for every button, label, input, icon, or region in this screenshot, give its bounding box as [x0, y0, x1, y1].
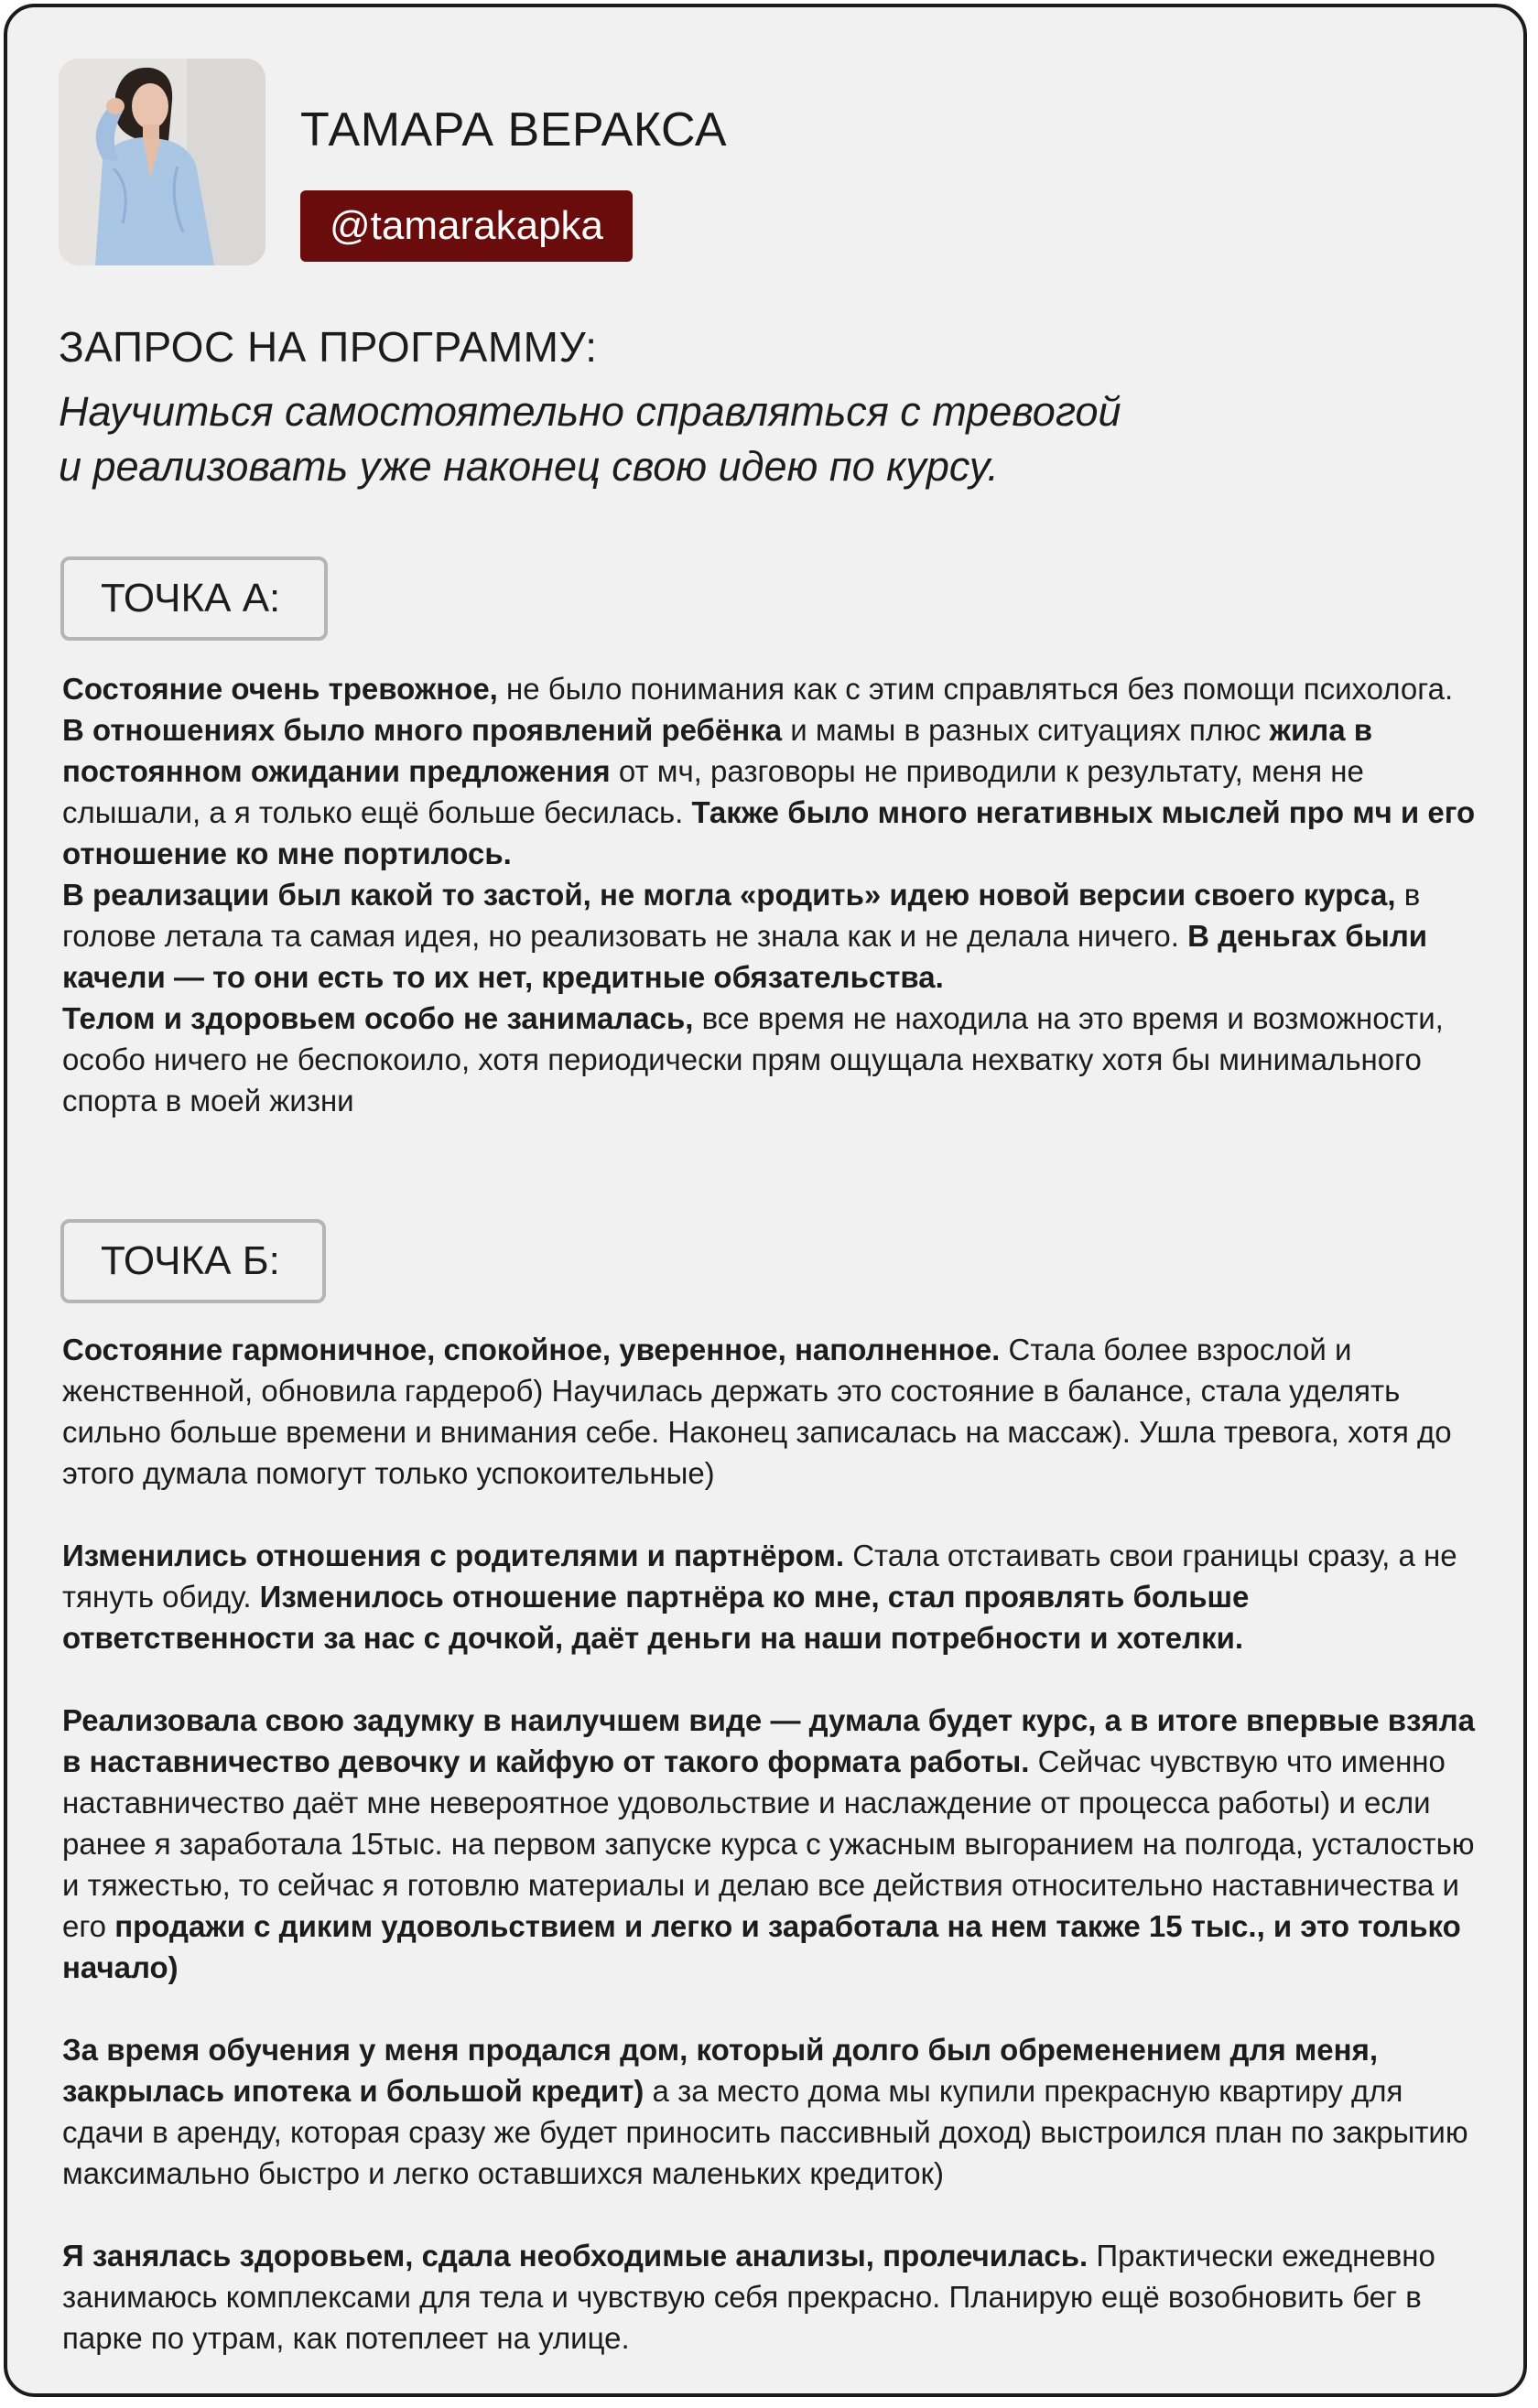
text-regular: в голове летала та самая идея, но реализовать не знала как и не делала ничего. — [62, 878, 1421, 953]
text-regular: Стала более взрослой и женственной, обновила гардероб) Научилась держать это состояние в балансе, стала уделять сильно больше времени и внимания себе. Наконец записалась на массаж). Ушла тревога, хотя до этого думала помогут только успокоительные) — [62, 1333, 1452, 1490]
text-regular: и мамы в разных ситуациях плюс — [782, 713, 1270, 747]
text-bold: Реализовала свою задумку в наилучшем виде — думала будет курс, а в итоге впервые взяла в наставничество девочку и кайфую от такого формата работы. — [62, 1703, 1476, 1778]
request-line-2: и реализовать уже наконец свою идею по курсу. — [59, 443, 999, 490]
request-title: ЗАПРОС НА ПРОГРАММУ: — [59, 323, 598, 371]
point-a-paragraph — [62, 668, 1490, 1121]
text-regular: все время не находила на это время и возможности, особо ничего не беспокоило, хотя периодически прям ощущала нехватку хотя бы минимального спорта в моей жизни — [62, 1001, 1444, 1118]
author-handle-badge[interactable]: @tamarakapka — [300, 190, 633, 262]
text-bold: За время обучения у меня продался дом, который долго был обременением для меня, закрылась ипотека и большой кредит) — [62, 2033, 1378, 2108]
text-bold: Телом и здоровьем особо не занималась, — [62, 1001, 694, 1035]
point-b-paragraph-state — [62, 1329, 1490, 1494]
point-a-label: ТОЧКА А: — [60, 556, 328, 641]
point-a-text — [62, 668, 1490, 1121]
text-bold: Также было много негативных мыслей про мч и его отношение ко мне портилось. — [62, 795, 1476, 870]
text-regular: от мч, разговоры не приводили к результату, меня не слышали, а я только ещё больше бесилась. — [62, 754, 1364, 829]
request-text — [59, 384, 1340, 494]
review-card — [4, 4, 1527, 2397]
avatar-photo — [59, 59, 265, 265]
text-bold: жила в постоянном ожидании предложения — [62, 713, 1373, 788]
request-line-1: Научиться самостоятельно справляться с тревогой — [59, 388, 1121, 435]
point-b-paragraph-finance — [62, 2029, 1490, 2194]
text-bold: Изменилось отношение партнёра ко мне, стал проявлять больше ответственности за нас с дочкой, даёт деньги на наши потребности и хотелки. — [62, 1580, 1250, 1655]
point-b-paragraph-realization — [62, 1700, 1490, 1988]
text-regular: а за место дома мы купили прекрасную квартиру для сдачи в аренду, которая сразу же будет приносить пассивный доход) выстроился план по закрытию максимально быстро и легко оставшихся маленьких кредиток) — [62, 2074, 1468, 2190]
point-b-text — [62, 1329, 1490, 2359]
text-bold: продажи с диким удовольствием и легко и заработала на нем также 15 тыс., и это только начало) — [62, 1909, 1461, 1984]
avatar — [59, 59, 265, 265]
text-regular: Практически ежедневно занимаюсь комплексами для тела и чувствую себя прекрасно. Планирую ещё возобновить бег в парке по утрам, как потеплеет на улице. — [62, 2239, 1435, 2355]
text-regular: Сейчас чувствую что именно наставничество даёт мне невероятное удовольствие и наслаждение от процесса работы) и если ранее я заработала 15тыс. на первом запуске курса с ужасным выгоранием на полгода, усталостью и тяжестью, то сейчас я готовлю материалы и делаю все действия относительно наставничества и его — [62, 1744, 1475, 1943]
text-bold: Состояние очень тревожное, — [62, 672, 498, 706]
text-bold: В реализации был какой то застой, не могла «родить» идею новой версии своего курса, — [62, 878, 1396, 912]
text-bold: Состояние гармоничное, спокойное, уверенное, наполненное. — [62, 1333, 1001, 1366]
author-name: ТАМАРА ВЕРАКСА — [300, 103, 728, 157]
text-bold: Изменились отношения с родителями и партнёром. — [62, 1539, 845, 1572]
text-bold: В деньгах были качели — то они есть то их нет, кредитные обязательства. — [62, 919, 1428, 994]
text-regular: Стала отстаивать свои границы сразу, а не тянуть обиду. — [62, 1539, 1457, 1614]
text-regular: не было понимания как с этим справляться без помощи психолога. — [497, 672, 1454, 706]
point-b-paragraph-health — [62, 2235, 1490, 2359]
point-b-paragraph-relations — [62, 1535, 1490, 1658]
text-bold: В отношениях было много проявлений ребёнка — [62, 713, 783, 747]
point-b-label: ТОЧКА Б: — [60, 1219, 326, 1303]
text-bold: Я занялась здоровьем, сдала необходимые анализы, пролечилась. — [62, 2239, 1089, 2273]
